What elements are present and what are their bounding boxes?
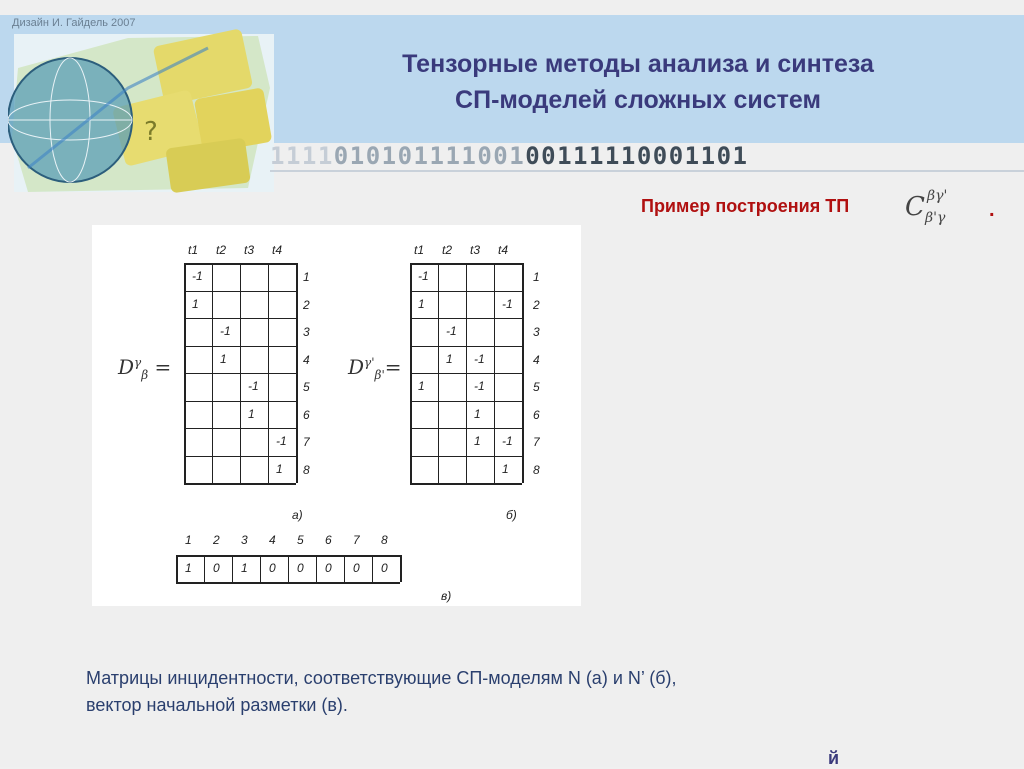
matrix_a-hline — [184, 401, 296, 402]
vector-hline — [176, 582, 400, 584]
matrix_a-cell: -1 — [276, 434, 287, 448]
matrix_a-hline — [184, 291, 296, 292]
matrix_b-column-header: t1 — [414, 243, 425, 257]
matrix_b-hline — [410, 428, 522, 429]
matrix_a-hline — [184, 456, 296, 457]
matrix_b-cell: 1 — [418, 296, 425, 311]
matrix_a-row-number: 2 — [303, 297, 310, 312]
vector-header: 1 — [185, 533, 192, 547]
vector-cell: 0 — [325, 561, 332, 575]
vector-cell: 0 — [297, 561, 304, 575]
matrix_b-row-number: 7 — [533, 435, 540, 449]
matrix_b-cell: -1 — [446, 324, 457, 338]
vector-cell: 1 — [185, 561, 192, 575]
matrix_b-column-header: t3 — [470, 243, 481, 257]
matrix_a-cell: 1 — [276, 461, 283, 476]
matrix_a-row-number: 1 — [303, 270, 310, 284]
vector-vline — [316, 555, 317, 582]
vector-vline — [176, 555, 178, 582]
matrix_b-cell: -1 — [418, 269, 429, 283]
matrix_b-hline — [410, 263, 522, 265]
matrix_b-hline — [410, 456, 522, 457]
matrix_a-row-number: 5 — [303, 380, 310, 394]
vector-header: 2 — [213, 533, 220, 547]
matrix-a-caption: а) — [292, 508, 303, 522]
matrix_a-row-number: 3 — [303, 325, 310, 339]
matrix_b-cell: -1 — [502, 296, 513, 311]
matrix_b-row-number: 1 — [533, 270, 540, 284]
matrix_a-hline — [184, 263, 296, 265]
caption-line-2: вектор начальной разметки (в). — [86, 695, 348, 715]
vector-vline — [204, 555, 205, 582]
matrix_a-vline — [296, 263, 298, 483]
binary-mid: 010101111001 — [333, 145, 526, 167]
matrix_b-hline — [410, 318, 522, 319]
matrix_a-cell: 1 — [192, 296, 199, 311]
matrix_b-hline — [410, 401, 522, 402]
matrix_a-row-number: 4 — [303, 352, 310, 367]
vector-cell: 0 — [353, 561, 360, 575]
matrix_b-row-number: 6 — [533, 407, 540, 422]
matrix_a-hline — [184, 373, 296, 374]
matrix_b-hline — [410, 346, 522, 347]
matrix_a-hline — [184, 483, 296, 485]
vector-header: 8 — [381, 533, 388, 547]
matrix-a-label-sub: β — [141, 368, 149, 382]
keyboard-globe-logo — [8, 28, 280, 198]
binary-light: 1111 — [270, 145, 334, 167]
matrix-a-equals: = — [154, 355, 172, 379]
example-subtitle: Пример построения ТП — [641, 196, 850, 216]
binary-dark: 00111110001101 — [525, 145, 749, 167]
vector-cell: 0 — [213, 561, 220, 575]
matrix-b-label-sub: β' — [374, 368, 385, 382]
matrix_a-hline — [184, 428, 296, 429]
vector-vline — [400, 555, 402, 582]
matrix-b-label — [348, 355, 402, 382]
vector-header: 5 — [297, 533, 304, 547]
matrix_a-column-header: t1 — [188, 243, 199, 257]
vector-vline — [260, 555, 261, 582]
matrix-a-label-base: D — [118, 355, 135, 379]
matrix_a-row-number: 7 — [303, 435, 310, 449]
incidence-figure — [92, 225, 581, 606]
matrix_b-cell: 1 — [502, 461, 509, 476]
matrix_a-row-number: 6 — [303, 407, 310, 422]
matrix_a-cell: -1 — [248, 379, 259, 393]
matrix_a-cell: 1 — [220, 351, 227, 366]
matrix_b-hline — [410, 373, 522, 374]
matrix_a-hline — [184, 346, 296, 347]
matrix_b-hline — [410, 291, 522, 292]
matrix-b-label-sup: γ' — [364, 355, 375, 370]
title-line-2: СП-моделей сложных систем — [455, 86, 821, 114]
matrix_a-row-number: 8 — [303, 462, 310, 477]
matrix_b-cell: -1 — [502, 434, 513, 448]
vector-header: 3 — [241, 533, 248, 547]
matrix_b-column-header: t4 — [498, 243, 509, 257]
matrix_a-column-header: t4 — [272, 243, 283, 257]
strip-divider — [270, 170, 1024, 172]
svg-text:?: ? — [144, 117, 158, 147]
vector-vline — [344, 555, 345, 582]
vector-header: 4 — [269, 533, 276, 547]
designer-credit: Дизайн И. Гайдель 2007 — [12, 17, 136, 29]
matrix_b-cell: 1 — [474, 434, 481, 448]
matrix_a-column-header: t2 — [216, 243, 227, 257]
slide-title — [300, 46, 976, 118]
binary-strip — [270, 145, 1024, 167]
matrix_b-row-number: 2 — [533, 297, 540, 312]
matrix_a-cell: 1 — [248, 406, 255, 421]
matrix_a-cell: -1 — [192, 269, 203, 283]
matrix_b-vline — [522, 263, 524, 483]
tensor-subscript: β'γ — [925, 210, 946, 226]
matrix_b-row-number: 5 — [533, 380, 540, 394]
caption-line-1: Матрицы инцидентности, соответствующие СП-моделям N (а) и N’ (б), — [86, 668, 677, 688]
matrix_b-cell: 1 — [446, 351, 453, 366]
matrix_b-row-number: 8 — [533, 462, 540, 477]
matrix-a-label-sup: γ — [134, 355, 142, 370]
matrix-b-label-base: D — [348, 355, 365, 379]
vector-vline — [232, 555, 233, 582]
matrix_a-cell: -1 — [220, 324, 231, 338]
matrix_b-cell: 1 — [474, 406, 481, 421]
vector-vline — [372, 555, 373, 582]
vector-header: 7 — [353, 533, 360, 547]
matrix_b-hline — [410, 483, 522, 485]
matrix_b-column-header: t2 — [442, 243, 453, 257]
matrix_b-cell: -1 — [474, 379, 485, 393]
matrix_b-cell: 1 — [418, 379, 425, 393]
matrix_b-cell: -1 — [474, 351, 485, 366]
matrix-b-equals: = — [384, 355, 402, 379]
tensor-symbol — [905, 184, 985, 234]
matrix-a-label — [118, 355, 171, 382]
vector-cell: 0 — [269, 561, 276, 575]
matrix_a-column-header: t3 — [244, 243, 255, 257]
vector-caption: в) — [441, 589, 452, 603]
corner-mark: й — [828, 748, 840, 768]
matrix_a-hline — [184, 318, 296, 319]
vector-hline — [176, 555, 400, 557]
tensor-base: C — [905, 192, 925, 222]
vector-vline — [288, 555, 289, 582]
matrix_b-row-number: 3 — [533, 325, 540, 339]
title-line-1: Тензорные методы анализа и синтеза — [402, 50, 874, 78]
vector-header: 6 — [325, 533, 332, 547]
vector-cell: 0 — [381, 561, 388, 575]
matrix-b-caption: б) — [506, 508, 517, 522]
vector-cell: 1 — [241, 561, 248, 575]
slide-caption — [86, 665, 946, 719]
tensor-superscript: βγ' — [927, 188, 948, 204]
matrix_b-row-number: 4 — [533, 352, 540, 367]
subtitle-dot: . — [989, 199, 995, 221]
